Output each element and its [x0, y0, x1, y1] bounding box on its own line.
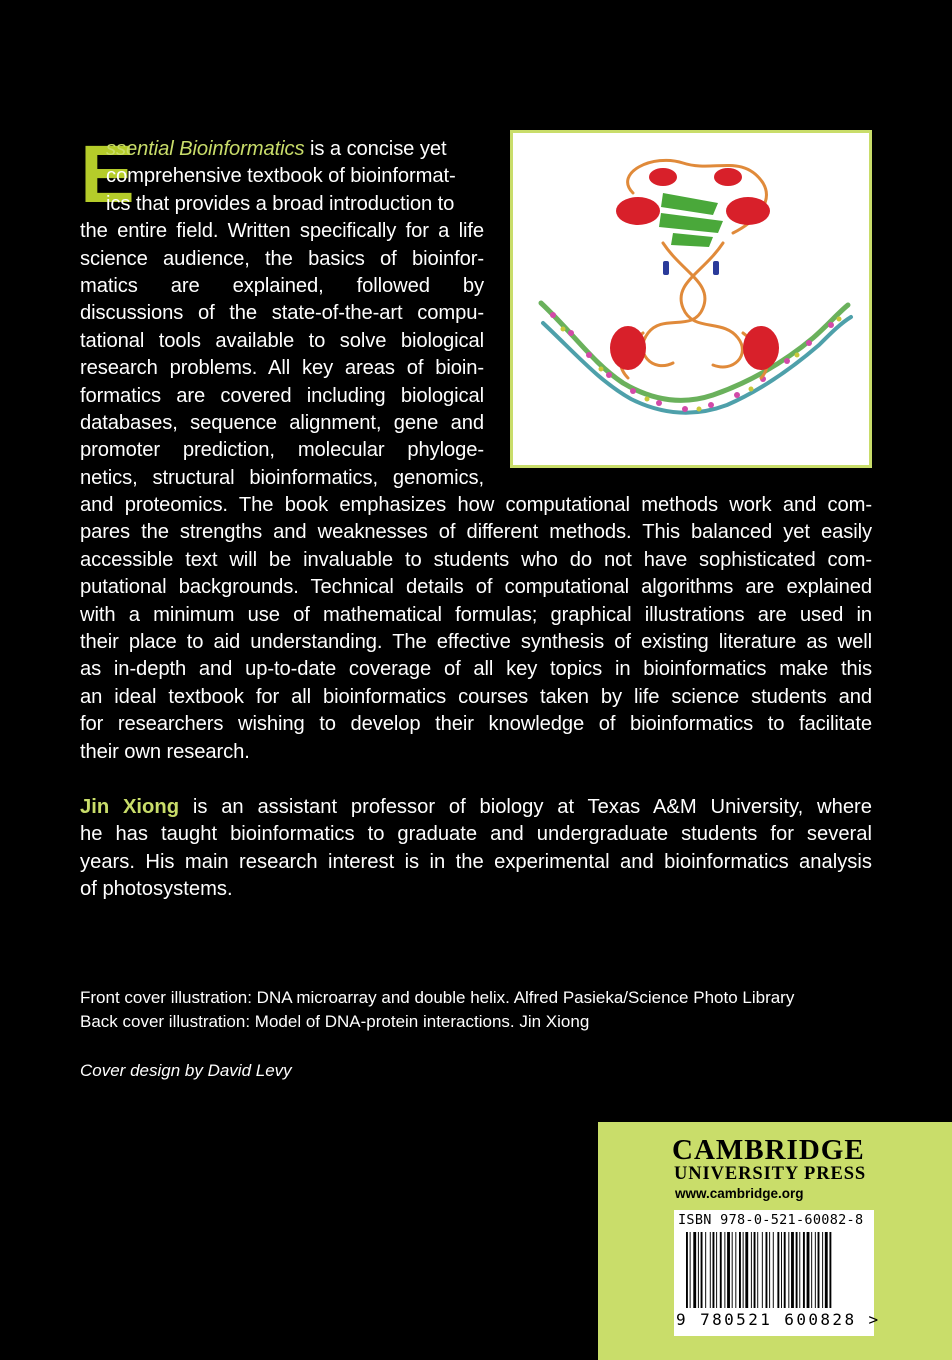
blurb-line: comprehensive textbook of bioinformat- [106, 165, 456, 188]
cover-design-credit: Cover design by David Levy [80, 1061, 292, 1080]
blurb-line: promoter prediction, molecular phyloge- [80, 439, 484, 462]
barcode-digits: 9 780521 600828 > [676, 1310, 881, 1329]
barcode-bar [716, 1232, 717, 1308]
barcode-bar [762, 1232, 763, 1308]
blurb-line: for researchers wishing to develop their knowledge of bioinformatics to facilitate [80, 713, 872, 736]
barcode-bar [757, 1232, 758, 1308]
publisher-name: CAMBRIDGE [672, 1134, 865, 1166]
barcode-bar [710, 1232, 711, 1308]
bio-line: he has taught bioinformatics to graduate and undergraduate students for several [80, 823, 872, 846]
barcode-bar [825, 1232, 828, 1308]
illustration-credits [80, 986, 794, 1034]
blurb-line: matics are explained, followed by [80, 274, 484, 297]
barcode-bar [777, 1232, 779, 1308]
blurb-line: accessible text will be invaluable to students who do not have sophisticated com- [80, 548, 872, 571]
barcode-icon [674, 1230, 874, 1310]
barcode-bar [739, 1232, 741, 1308]
author-bio [80, 794, 872, 904]
blurb-line: their own research. [80, 740, 250, 763]
barcode-bar [784, 1232, 786, 1308]
barcode-bar [807, 1232, 810, 1308]
barcode-bar [796, 1232, 798, 1308]
barcode-bar [815, 1232, 816, 1308]
barcode-bar [745, 1232, 748, 1308]
barcode-bar [803, 1232, 805, 1308]
barcode-bar [799, 1232, 800, 1308]
blurb-line: science audience, the basics of bioinfor- [80, 247, 484, 270]
barcode-bar [773, 1232, 774, 1308]
barcode-bar [705, 1232, 706, 1308]
barcode-bar [781, 1232, 782, 1308]
blurb-line: their place to aid understanding. The effective synthesis of existing literature as well [80, 631, 872, 654]
publisher-url: www.cambridge.org [675, 1186, 804, 1201]
barcode-bar [829, 1232, 831, 1308]
bio-line: of photosystems. [80, 878, 233, 901]
barcode-bar [811, 1232, 812, 1308]
barcode-bar [720, 1232, 722, 1308]
barcode-bar [754, 1232, 756, 1308]
blurb-line: tational tools available to solve biological [80, 329, 484, 352]
blurb-line: the entire field. Written specifically for a life [80, 220, 484, 243]
barcode-bar [732, 1232, 733, 1308]
barcode-bar [698, 1232, 699, 1308]
blurb-line: netics, structural bioinformatics, genomics, [80, 466, 484, 489]
blurb-line: with a minimum use of mathematical formulas; graphical illustrations are used in [80, 603, 872, 626]
publisher-subtitle: UNIVERSITY PRESS [674, 1164, 867, 1184]
blurb-line: formatics are covered including biological [80, 384, 484, 407]
barcode-bar [791, 1232, 794, 1308]
blurb-line: and proteomics. The book emphasizes how computational methods work and com- [80, 494, 872, 517]
barcode-bar [724, 1232, 725, 1308]
blurb-line: research problems. All key areas of bioin- [80, 357, 484, 380]
back-cover-credit: Back cover illustration: Model of DNA-protein interactions. Jin Xiong [80, 1012, 590, 1031]
barcode-bar [701, 1232, 703, 1308]
book-title: ssential Bioinformatics [106, 138, 305, 160]
publisher-box [598, 1122, 952, 1360]
barcode-bar [735, 1232, 736, 1308]
barcode-bar [727, 1232, 730, 1308]
blurb-line: ssential Bioinformatics is a concise yet [106, 138, 447, 160]
blurb-line: an ideal textbook for all bioinformatics courses taken by life science students and [80, 685, 872, 708]
barcode-bar [769, 1232, 770, 1308]
barcode-bar [690, 1232, 691, 1308]
isbn-text: ISBN 978-0-521-60082-8 [678, 1212, 864, 1228]
blurb-line: as in-depth and up-to-date coverage of all key topics in bioinformatics make this [80, 658, 872, 681]
bio-line: Jin Xiong is an assistant professor of biology at Texas A&M University, where [80, 796, 872, 818]
blurb-line: pares the strengths and weaknesses of different methods. This balanced yet easily [80, 521, 872, 544]
barcode-bar [766, 1232, 768, 1308]
blurb-line: putational backgrounds. Technical details of computational algorithms are explained [80, 576, 872, 599]
book-description [80, 129, 872, 766]
barcode-bar [743, 1232, 744, 1308]
barcode-bar [788, 1232, 789, 1308]
drop-cap: E [80, 129, 135, 220]
barcode-bar [693, 1232, 696, 1308]
barcode-bar [713, 1232, 715, 1308]
blurb-line: databases, sequence alignment, gene and [80, 411, 484, 434]
barcode-bar [818, 1232, 820, 1308]
bio-line: years. His main research interest is in the experimental and bioinformatics analysis [80, 850, 872, 873]
barcode-bar [751, 1232, 752, 1308]
front-cover-credit: Front cover illustration: DNA microarray and double helix. Alfred Pasieka/Science Photo Library [80, 988, 795, 1007]
barcode-bar [686, 1232, 688, 1308]
barcode-card [674, 1210, 881, 1336]
blurb-line: discussions of the state-of-the-art compu- [80, 302, 484, 325]
blurb-line: ics that provides a broad introduction to [106, 192, 455, 215]
barcode-bar [822, 1232, 823, 1308]
author-name: Jin Xiong [80, 796, 180, 818]
